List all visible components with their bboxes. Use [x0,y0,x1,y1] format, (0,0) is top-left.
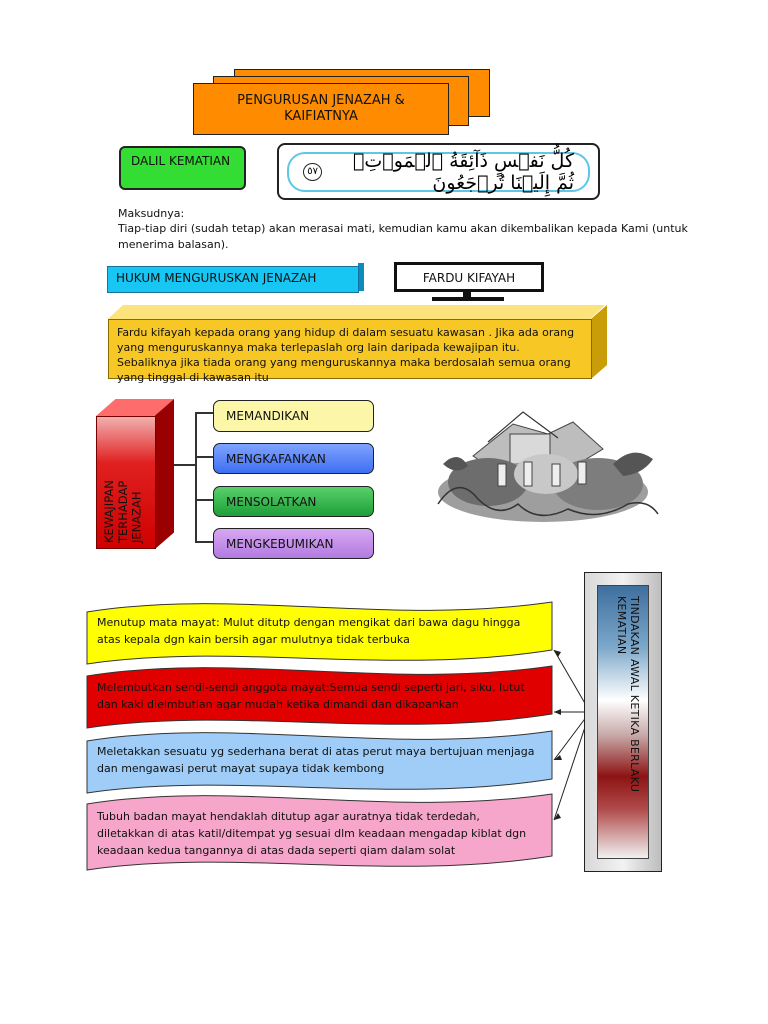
connector-branch-4 [195,541,213,543]
quran-verse [287,152,590,192]
kewajipan-box [96,416,156,549]
step-mengkebumikan: MENGKEBUMIKAN [213,528,374,559]
tindakan-step-4: Tubuh badan mayat hendaklah ditutup agar auratnya tidak terdedah, diletakkan di atas katil/ditempat yg sesuai dlm keadaan mengadap kiblat dgn keadaan kedua tangannya di atas dada seperti qiam dalam solat [97,810,527,858]
tindakan-step-3: Meletakkan sesuatu yg sederhana berat di atas perut maya bertujuan menjaga dan mengawasi perut mayat supaya tidak kembong [97,745,535,776]
red-box-side [155,399,174,549]
monitor-base [432,297,504,301]
step-mensolatkan: MENSOLATKAN [213,486,374,517]
maksud-text: Tiap-tiap diri (sudah tetap) akan merasai mati, kemudian kamu akan dikembalikan kepada Kami (untuk menerima balasan). [118,222,688,251]
fardu-kifayah-box: FARDU KIFAYAH [394,262,544,292]
connector-branch-2 [195,456,213,458]
tindakan-step-1: Menutup mata mayat: Mulut ditutp dengan mengikat dari bawa dagu hingga atas kepala dgn kain bersih agar mulutnya tidak terbuka [97,616,521,647]
hukum-explanation: Fardu kifayah kepada orang yang hidup di dalam sesuatu kawasan . Jika ada orang yang menguruskannya maka terlepaslah org lain daripada kewajipan itu. Sebaliknya jika tiada orang yang menguruskannya maka berdosalah semua orang yang tinggal di kawasan itu [108,319,592,379]
dalil-kematian-label: DALIL KEMATIAN [119,146,246,190]
kewajipan-line-3: JENAZAH [129,491,144,543]
quran-verse-text: كُلُّ نَفۡسٍ ذَآئِقَةُ ٱلۡمَوۡتِۖ ثُمَّ إِلَيۡنَا تُرۡجَعُونَ [353,150,574,194]
tindakan-label: TINDAKAN AWAL KETIKA BERLAKU KEMATIAN [615,596,641,793]
gold-box-top [108,305,605,319]
connector-vertical [195,412,197,542]
kewajipan-line-2: TERHADAP [115,480,130,543]
gold-box-side [591,305,607,379]
page-title [193,83,449,135]
kewajipan-label [103,423,144,543]
tindakan-frame [584,572,662,872]
tindakan-panel [597,585,649,859]
hukum-label: HUKUM MENGURUSKAN JENAZAH [107,266,359,293]
title-line-1: PENGURUSAN JENAZAH & [237,92,405,108]
cemetery-illustration [428,404,662,530]
maksud-block [118,206,712,252]
connector-branch-1 [195,412,213,414]
kewajipan-line-1: KEWAJIPAN [102,480,116,543]
tindakan-step-2: Melembutkan sendi-sendi anggota mayat:Semua sendi seperti jari, siku, lutut dan kaki dielmbutlan agar mudah ketika dimandi dan dikapankan [97,681,525,712]
ayah-number-icon: ٥٧ [303,163,322,181]
step-mengkafankan: MENGKAFANKAN [213,443,374,474]
connector-branch-3 [195,499,213,501]
maksud-heading: Maksudnya: [118,207,185,220]
quran-verse-frame [277,143,600,200]
connector-horizontal [174,464,196,466]
title-line-2: KAIFIATNYA [284,109,358,124]
step-memandikan: MEMANDIKAN [213,400,374,432]
